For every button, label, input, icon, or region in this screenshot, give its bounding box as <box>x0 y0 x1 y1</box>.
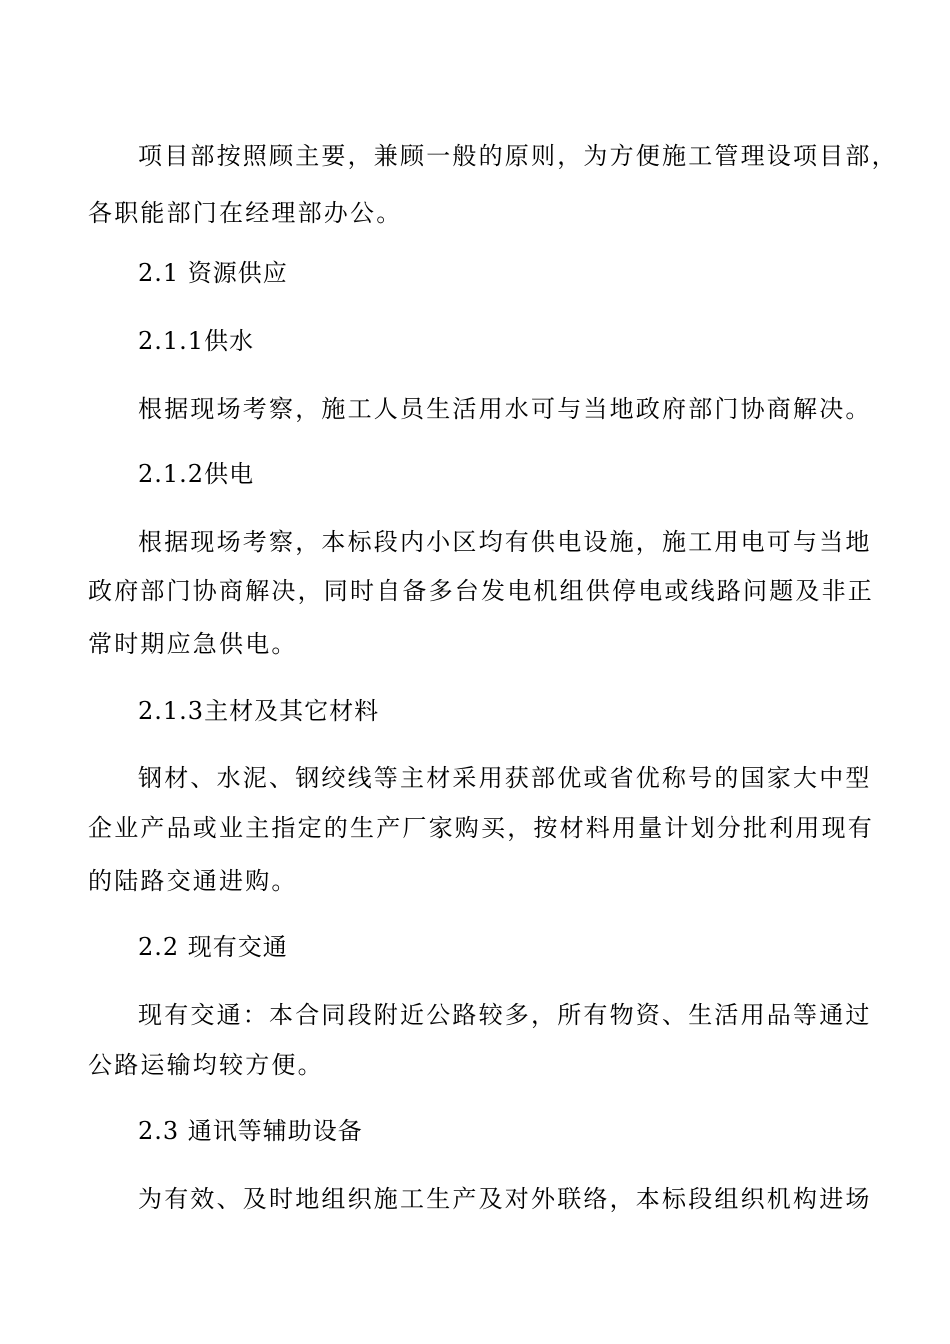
section-2-1-2-heading: 2.1.2供电 <box>138 460 255 488</box>
section-2-3-line-1: 为有效、及时地组织施工生产及对外联络，本标段组织机构进场 <box>138 1185 872 1213</box>
section-2-3-heading: 2.3 通讯等辅助设备 <box>138 1117 363 1145</box>
section-2-1-2-line-2: 政府部门协商解决，同时自备多台发电机组供停电或线路问题及非正 <box>88 577 874 605</box>
section-2-1-1-line-1: 根据现场考察，施工人员生活用水可与当地政府部门协商解决。 <box>138 395 872 423</box>
intro-line-2: 各职能部门在经理部办公。 <box>88 199 403 227</box>
intro-line-1: 项目部按照顾主要，兼顾一般的原则，为方便施工管理设项目部， <box>138 142 898 170</box>
section-2-1-3-line-1: 钢材、水泥、钢绞线等主材采用获部优或省优称号的国家大中型 <box>138 764 872 792</box>
section-2-1-3-line-2: 企业产品或业主指定的生产厂家购买，按材料用量计划分批利用现有 <box>88 814 874 842</box>
section-2-2-line-1: 现有交通：本合同段附近公路较多，所有物资、生活用品等通过 <box>138 1001 872 1029</box>
section-2-1-3-heading: 2.1.3主材及其它材料 <box>138 697 380 725</box>
section-2-1-2-line-1: 根据现场考察，本标段内小区均有供电设施，施工用电可与当地 <box>138 528 872 556</box>
section-2-1-2-line-3: 常时期应急供电。 <box>88 630 298 658</box>
section-2-1-3-line-3: 的陆路交通进购。 <box>88 867 298 895</box>
section-2-2-heading: 2.2 现有交通 <box>138 933 288 961</box>
section-2-1-heading: 2.1 资源供应 <box>138 259 288 287</box>
section-2-2-line-2: 公路运输均较方便。 <box>88 1051 324 1079</box>
section-2-1-1-heading: 2.1.1供水 <box>138 327 255 355</box>
